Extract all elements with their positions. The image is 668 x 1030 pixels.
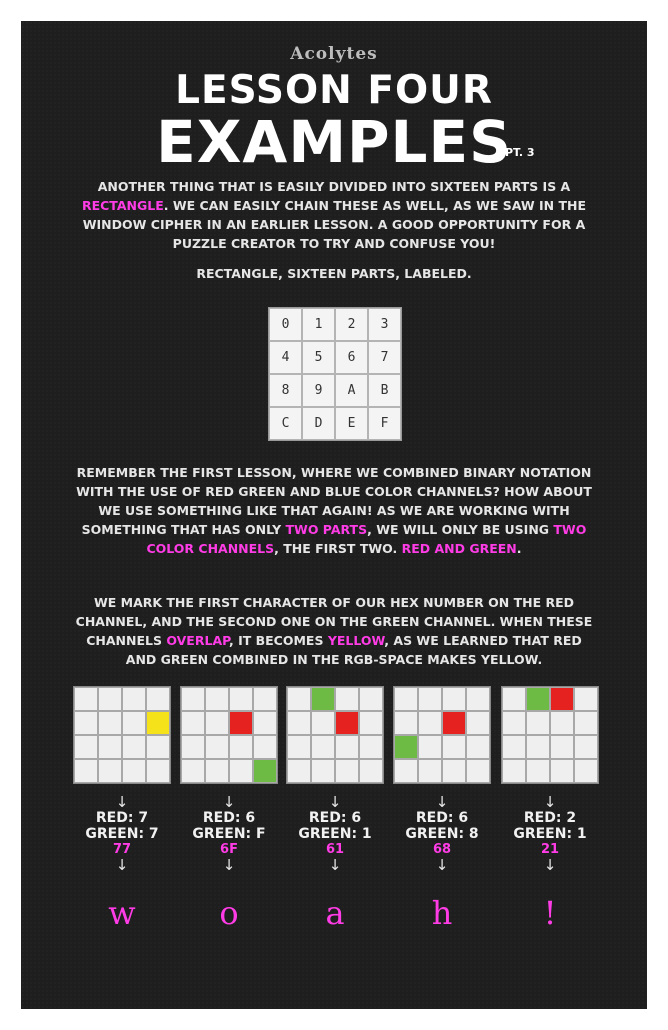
- grid-cell: [122, 711, 146, 735]
- p2-text-d: .: [516, 541, 522, 556]
- label-cell: 7: [368, 341, 401, 374]
- grid-cell: [253, 711, 277, 735]
- down-arrow-icon: ↓: [543, 856, 557, 874]
- label-cell: 8: [269, 374, 302, 407]
- title-part: PT. 3: [505, 146, 535, 159]
- grid-cell: [394, 759, 418, 783]
- grid-cell-red: [550, 687, 574, 711]
- grid-cell: [74, 687, 98, 711]
- example-column-3: [280, 794, 390, 931]
- grid-cell: [287, 759, 311, 783]
- hex-value: 21: [540, 842, 560, 857]
- decoded-letter: !: [543, 894, 557, 932]
- red-value: RED: 6: [202, 810, 256, 826]
- example-grid-5: [501, 686, 599, 784]
- grid-cell-green: [526, 687, 550, 711]
- p3-text-b: , IT BECOMES: [228, 633, 328, 648]
- grid-cell: [442, 687, 466, 711]
- grid-cell: [466, 711, 490, 735]
- label-cell: 3: [368, 308, 401, 341]
- grid-cell-red: [442, 711, 466, 735]
- grid-cell: [394, 711, 418, 735]
- p3-highlight-1: OVERLAP: [166, 633, 229, 648]
- grid-cell: [181, 735, 205, 759]
- example-column-2: [174, 794, 284, 931]
- grid-cell: [146, 735, 170, 759]
- green-value: GREEN: 1: [513, 826, 587, 842]
- hex-value: 6F: [220, 842, 238, 857]
- grid-caption: RECTANGLE, SIXTEEN PARTS, LABELED.: [196, 266, 472, 281]
- grid-cell: [502, 759, 526, 783]
- grid-cell: [442, 759, 466, 783]
- grid-cell: [253, 687, 277, 711]
- grid-cell: [122, 735, 146, 759]
- down-arrow-icon: ↓: [435, 793, 449, 811]
- grid-cell: [574, 735, 598, 759]
- grid-cell: [502, 711, 526, 735]
- grid-cell: [574, 711, 598, 735]
- red-value: RED: 6: [308, 810, 362, 826]
- grid-cell: [74, 759, 98, 783]
- grid-cell-red: [229, 711, 253, 735]
- grid-cell: [181, 687, 205, 711]
- decoded-letter: h: [431, 894, 453, 932]
- grid-cell: [574, 759, 598, 783]
- grid-cell: [502, 687, 526, 711]
- grid-cell: [466, 735, 490, 759]
- grid-cell-red: [335, 711, 359, 735]
- example-grid-4: [393, 686, 491, 784]
- grid-cell: [394, 687, 418, 711]
- grid-cell: [98, 687, 122, 711]
- decoded-letter: w: [108, 894, 136, 932]
- grid-cell: [418, 759, 442, 783]
- down-arrow-icon: ↓: [115, 856, 129, 874]
- p2-highlight-1: TWO PARTS: [285, 522, 368, 537]
- grid-cell: [442, 735, 466, 759]
- grid-cell: [550, 711, 574, 735]
- grid-cell: [418, 687, 442, 711]
- grid-cell: [205, 687, 229, 711]
- grid-cell: [311, 711, 335, 735]
- grid-cell: [98, 759, 122, 783]
- hex-value: 61: [325, 842, 345, 857]
- intro-paragraph: [70, 177, 598, 253]
- grid-cell: [287, 711, 311, 735]
- green-value: GREEN: F: [192, 826, 266, 842]
- labeled-rectangle: [268, 307, 402, 441]
- grid-cell: [526, 735, 550, 759]
- grid-cell: [229, 735, 253, 759]
- grid-cell: [122, 759, 146, 783]
- grid-cell: [502, 735, 526, 759]
- down-arrow-icon: ↓: [328, 793, 342, 811]
- grid-cell: [311, 735, 335, 759]
- grid-cell: [181, 711, 205, 735]
- decoded-letter: o: [219, 894, 239, 932]
- grid-cell: [146, 687, 170, 711]
- example-column-4: [387, 794, 497, 931]
- down-arrow-icon: ↓: [543, 793, 557, 811]
- grid-cell: [229, 759, 253, 783]
- red-value: RED: 7: [95, 810, 149, 826]
- intro-text-a: ANOTHER THING THAT IS EASILY DIVIDED INTO SIXTEEN PARTS IS A: [97, 179, 571, 194]
- grid-cell-green: [394, 735, 418, 759]
- label-cell: E: [335, 407, 368, 440]
- example-column-5: [495, 794, 605, 931]
- grid-cell: [335, 759, 359, 783]
- channels-paragraph: [70, 463, 598, 558]
- grid-cell: [205, 711, 229, 735]
- grid-cell: [550, 759, 574, 783]
- grid-cell: [466, 687, 490, 711]
- grid-cell: [550, 735, 574, 759]
- green-value: GREEN: 8: [405, 826, 479, 842]
- p3-text-c: , AS WE LEARNED THAT RED AND GREEN COMBINED IN THE RGB-SPACE MAKES YELLOW.: [125, 633, 582, 667]
- grid-cell: [205, 759, 229, 783]
- grid-cell: [466, 759, 490, 783]
- grid-cell: [74, 735, 98, 759]
- grid-cell-green: [253, 759, 277, 783]
- label-cell: D: [302, 407, 335, 440]
- label-cell: 5: [302, 341, 335, 374]
- label-cell: 2: [335, 308, 368, 341]
- label-cell: F: [368, 407, 401, 440]
- label-cell: 6: [335, 341, 368, 374]
- label-cell: C: [269, 407, 302, 440]
- title-line-2: EXAMPLES: [156, 108, 512, 176]
- grid-cell-green: [311, 687, 335, 711]
- green-value: GREEN: 7: [85, 826, 159, 842]
- red-value: RED: 2: [523, 810, 577, 826]
- decoded-letter: a: [325, 894, 345, 932]
- grid-cell: [359, 759, 383, 783]
- grid-cell: [287, 735, 311, 759]
- p2-text-c: , THE FIRST TWO.: [274, 541, 402, 556]
- label-cell: 0: [269, 308, 302, 341]
- brand-logo: Acolytes: [290, 44, 378, 64]
- p2-highlight-3: RED AND GREEN: [401, 541, 517, 556]
- example-grid-3: [286, 686, 384, 784]
- p2-highlight-2: TWO COLOR CHANNELS: [146, 522, 587, 556]
- grid-cell: [526, 759, 550, 783]
- grid-cell: [287, 687, 311, 711]
- green-value: GREEN: 1: [298, 826, 372, 842]
- down-arrow-icon: ↓: [222, 793, 236, 811]
- grid-cell: [418, 735, 442, 759]
- grid-cell: [359, 735, 383, 759]
- label-cell: A: [335, 374, 368, 407]
- label-cell: B: [368, 374, 401, 407]
- grid-cell: [98, 711, 122, 735]
- p3-highlight-2: YELLOW: [327, 633, 385, 648]
- hex-value: 68: [432, 842, 452, 857]
- grid-cell: [311, 759, 335, 783]
- grid-cell: [74, 711, 98, 735]
- label-cell: 1: [302, 308, 335, 341]
- title-line-1: LESSON FOUR: [175, 68, 493, 113]
- label-cell: 4: [269, 341, 302, 374]
- p2-text-b: , WE WILL ONLY BE USING: [367, 522, 554, 537]
- grid-cell: [359, 687, 383, 711]
- down-arrow-icon: ↓: [435, 856, 449, 874]
- grid-cell: [359, 711, 383, 735]
- example-column-1: [67, 794, 177, 931]
- down-arrow-icon: ↓: [222, 856, 236, 874]
- label-cell: 9: [302, 374, 335, 407]
- grid-cell: [146, 759, 170, 783]
- grid-cell-yellow: [146, 711, 170, 735]
- red-value: RED: 6: [415, 810, 469, 826]
- p3-text-a: WE MARK THE FIRST CHARACTER OF OUR HEX NUMBER ON THE RED CHANNEL, AND THE SECOND ONE ON THE GREEN CHANNEL. WHEN THESE CHANNELS: [75, 595, 593, 648]
- grid-cell: [253, 735, 277, 759]
- down-arrow-icon: ↓: [328, 856, 342, 874]
- intro-text-b: . WE CAN EASILY CHAIN THESE AS WELL, AS WE SAW IN THE WINDOW CIPHER IN AN EARLIER LESSON. A GOOD OPPORTUNITY FOR A PUZZLE CREATOR TO TRY AND CONFUSE YOU!: [82, 198, 587, 251]
- p2-text-a: REMEMBER THE FIRST LESSON, WHERE WE COMBINED BINARY NOTATION WITH THE USE OF RED GREEN AND BLUE COLOR CHANNELS? HOW ABOUT WE USE SOMETHING LIKE THAT AGAIN! AS WE ARE WORKING WITH SOMETHING THAT HAS ONLY: [76, 465, 592, 537]
- hex-value: 77: [112, 842, 132, 857]
- intro-highlight: RECTANGLE: [81, 198, 164, 213]
- overlap-paragraph: [70, 593, 598, 669]
- grid-cell: [526, 711, 550, 735]
- grid-cell: [229, 687, 253, 711]
- example-grid-2: [180, 686, 278, 784]
- down-arrow-icon: ↓: [115, 793, 129, 811]
- grid-cell: [335, 735, 359, 759]
- grid-cell: [181, 759, 205, 783]
- grid-cell: [205, 735, 229, 759]
- grid-cell: [98, 735, 122, 759]
- grid-cell: [574, 687, 598, 711]
- grid-cell: [122, 687, 146, 711]
- example-grid-1: [73, 686, 171, 784]
- grid-cell: [335, 687, 359, 711]
- grid-cell: [418, 711, 442, 735]
